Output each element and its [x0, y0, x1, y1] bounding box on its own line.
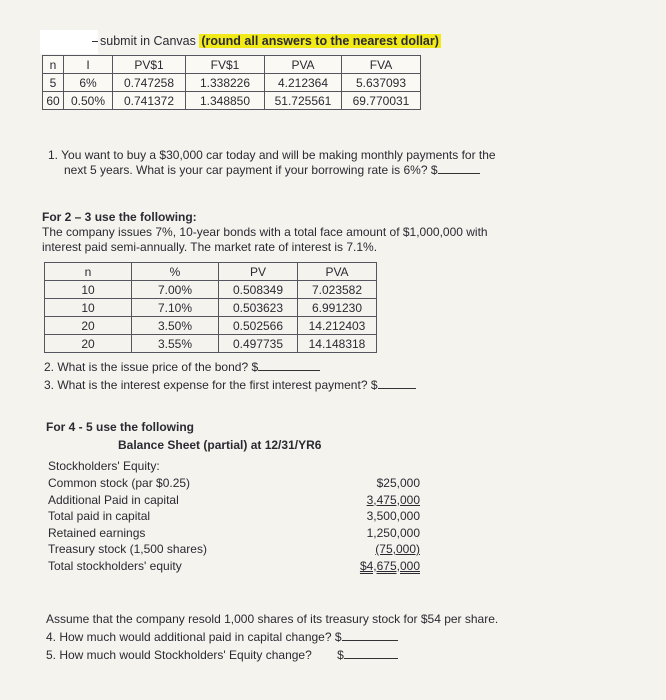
equity-line-label: Retained earnings [48, 525, 146, 540]
equity-line-label: Additional Paid in capital [48, 492, 179, 507]
cell: 1.338226 [186, 74, 265, 92]
equity-line [48, 541, 420, 558]
col-header: FVA [342, 56, 421, 74]
table-row [45, 281, 377, 299]
table-row [43, 92, 421, 110]
col-header: PV [219, 263, 298, 281]
equity-line-value: $4,675,000 [359, 558, 420, 573]
cell: 20 [45, 335, 132, 353]
answer-blank-1[interactable] [438, 163, 480, 174]
factor-table-1 [42, 55, 421, 110]
cell: 60 [43, 92, 64, 110]
bonds-line-2: interest paid semi-annually. The market rate of interest is 7.1%. [42, 240, 378, 254]
cell: 4.212364 [265, 74, 342, 92]
cell: 0.747258 [113, 74, 186, 92]
equity-line [48, 558, 420, 575]
answer-blank-2[interactable] [258, 360, 320, 371]
cell: 69.770031 [342, 92, 421, 110]
cell: 0.741372 [113, 92, 186, 110]
balance-sheet-title: Balance Sheet (partial) at 12/31/YR6 [118, 438, 322, 452]
answer-blank-4[interactable] [342, 630, 398, 641]
cell: 7.10% [132, 299, 219, 317]
header-highlight: (round all answers to the nearest dollar) [201, 34, 439, 48]
equity-line-value: 3,500,000 [366, 509, 420, 523]
question-4-text: 4. How much would additional paid in capital change? $ [46, 630, 342, 644]
cell: 7.00% [132, 281, 219, 299]
equity-line-value: $25,000 [376, 476, 420, 490]
cell: 6% [64, 74, 113, 92]
cell: 5 [43, 74, 64, 92]
question-3 [44, 378, 416, 393]
col-header: I [64, 56, 113, 74]
header-prefix: submit in Canvas [100, 34, 196, 48]
assumption-text: Assume that the company resold 1,000 shares of its treasury stock for $54 per share. [46, 612, 499, 626]
cell: 10 [45, 299, 132, 317]
table-row [43, 74, 421, 92]
col-header: PV$1 [113, 56, 186, 74]
question-1-line-2: next 5 years. What is your car payment if your borrowing rate is 6%? $ [64, 163, 438, 177]
cell: 14.148318 [298, 335, 377, 353]
col-header: FV$1 [186, 56, 265, 74]
table-row [45, 299, 377, 317]
cell: 3.50% [132, 317, 219, 335]
cell: 20 [45, 317, 132, 335]
equity-line-label: Total stockholders' equity [48, 558, 182, 573]
equity-section-label: Stockholders' Equity: [48, 459, 160, 473]
answer-blank-3[interactable] [378, 378, 416, 389]
equity-line [48, 508, 420, 525]
question-5-dollar: $ [337, 648, 344, 662]
equity-line-label: Total paid in capital [48, 509, 151, 523]
cell: 51.725561 [265, 92, 342, 110]
cell: 14.212403 [298, 317, 377, 335]
col-header: PVA [265, 56, 342, 74]
instructions-header [92, 34, 441, 48]
cell: 1.348850 [186, 92, 265, 110]
bonds-title: For 2 – 3 use the following: [42, 210, 197, 224]
question-1 [48, 148, 496, 178]
answer-blank-5[interactable] [344, 648, 398, 659]
question-5 [46, 648, 398, 663]
table-row [45, 317, 377, 335]
factor-table-2 [44, 262, 377, 353]
table-row [45, 335, 377, 353]
question-2-text: 2. What is the issue price of the bond? $ [44, 360, 259, 374]
question-3-text: 3. What is the interest expense for the first interest payment? $ [44, 378, 378, 392]
col-header: PVA [298, 263, 377, 281]
cell: 3.55% [132, 335, 219, 353]
col-header: n [45, 263, 132, 281]
col-header: % [132, 263, 219, 281]
equity-title: For 4 - 5 use the following [46, 420, 195, 434]
bonds-section [42, 210, 488, 255]
equity-line [48, 492, 420, 509]
cell: 5.637093 [342, 74, 421, 92]
cell: 6.991230 [298, 299, 377, 317]
equity-line-value: 3,475,000 [366, 492, 420, 507]
bonds-line-1: The company issues 7%, 10-year bonds with a total face amount of $1,000,000 with [42, 225, 488, 239]
question-1-line-1: 1. You want to buy a $30,000 car today and will be making monthly payments for the [48, 148, 496, 162]
cell: 10 [45, 281, 132, 299]
equity-lines [48, 475, 420, 574]
equity-line [48, 475, 420, 492]
question-4 [46, 630, 398, 645]
question-5-text: 5. How much would Stockholders' Equity change? [46, 648, 312, 662]
table-header-row [43, 56, 421, 74]
table-header-row [45, 263, 377, 281]
cell: 0.497735 [219, 335, 298, 353]
cell: 0.508349 [219, 281, 298, 299]
cell: 0.503623 [219, 299, 298, 317]
cell: 7.023582 [298, 281, 377, 299]
col-header: n [43, 56, 64, 74]
equity-line-label: Treasury stock (1,500 shares) [48, 542, 207, 556]
equity-line-label: Common stock (par $0.25) [48, 476, 191, 490]
equity-line-value: 1,250,000 [366, 525, 420, 540]
cell: 0.502566 [219, 317, 298, 335]
equity-line [48, 525, 420, 542]
redacted-region [40, 30, 98, 54]
question-2 [44, 360, 320, 375]
cell: 0.50% [64, 92, 113, 110]
equity-line-value: (75,000) [375, 542, 420, 556]
